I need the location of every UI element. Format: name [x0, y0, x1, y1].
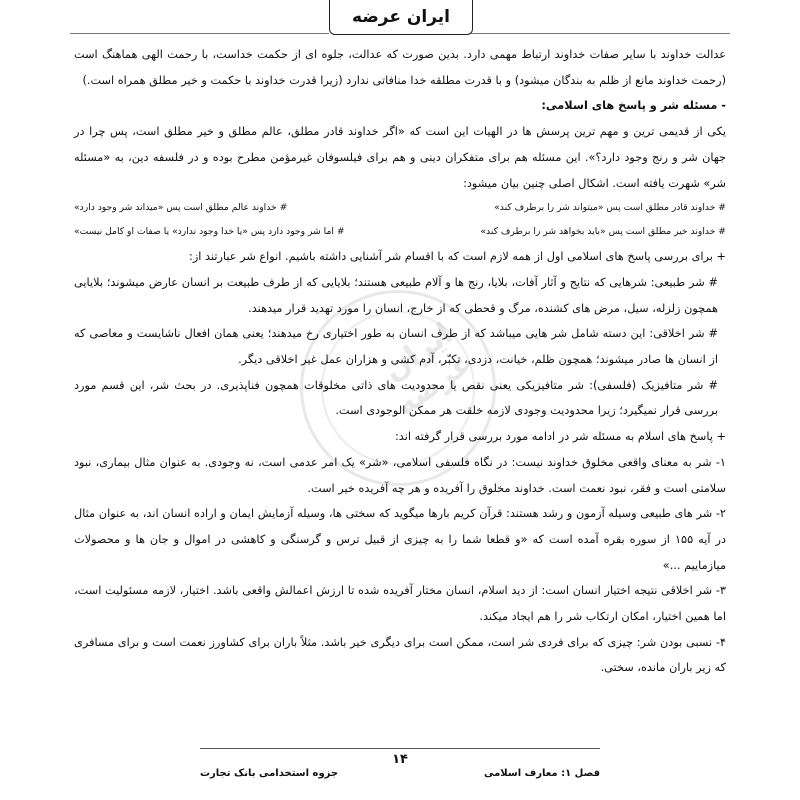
- footer-booklet-title: جزوه استخدامی بانک تجارت: [200, 768, 339, 779]
- premise: # اما شر وجود دارد پس «یا خدا وجود ندارد» یا صفات او کامل نیست»: [74, 226, 345, 238]
- premise: # خداوند قادر مطلق است پس «میتواند شر را برطرف کند»: [494, 202, 726, 214]
- paragraph: عدالت خداوند با سایر صفات خداوند ارتباط مهمی دارد. بدین صورت که عدالت، جلوه ای از حکمت خداست، با رحمت الهی هماهنگ است (رحمت خداوند مانع از ظلم به بندگان میشود) و با قدرت مطلقه خدا منافاتی ندارد (زیرا قدرت خداوند با حکمت و خیر مطلق همراه است.): [74, 48, 726, 87]
- page-content: [74, 42, 726, 681]
- logo-text: ایران عرضه: [352, 7, 450, 27]
- section-heading: - مسئله شر و پاسخ های اسلامی:: [541, 99, 726, 113]
- header-divider-left: [70, 33, 329, 34]
- paragraph: + پاسخ های اسلام به مسئله شر در ادامه مورد بررسی قرار گرفته اند:: [394, 430, 726, 444]
- logo: [329, 0, 473, 35]
- paragraph: ۴- نسبی بودن شر: چیزی که برای فردی شر است، ممکن است برای دیگری خیر باشد. مثلاً باران برای کشاورز نعمت است و برای مسافری که زیر باران مانده، سختی.: [74, 635, 726, 675]
- paragraph: ۱- شر به معنای واقعی مخلوق خداوند نیست: در نگاه فلسفی اسلامی، «شر» یک امر عدمی است، نه وجودی. به عنوان مثال بیماری، نبود سلامتی است و فقر، نبود نعمت است. خداوند مخلوق را آفریده و هر چه آفریده خیر است.: [74, 455, 726, 495]
- paragraph: یکی از قدیمی ترین و مهم ترین پرسش ها در الهیات این است که «اگر خداوند قادر مطلق، عالم مطلق و خیر مطلق است، پس چرا در جهان شر و رنج وجود دارد؟». این مسئله هم برای متفکران دینی و هم برای فیلسوفان غیرمؤمن مطرح بوده و در فلسفه دین، به «مسئله شر» شهرت یافته است. اشکال اصلی چنین بیان میشود:: [74, 125, 726, 190]
- paragraph: # شر متافیزیک (فلسفی): شر متافیزیکی یعنی نقص یا محدودیت های ذاتی مخلوقات همچون فناپذیری. در بحث شر، این قسم مورد بررسی قرار نمیگیرد؛ زیرا محدودیت وجودی لازمه خلقت هر ممکن الوجودی است.: [74, 378, 718, 418]
- premise: # خداوند عالم مطلق است پس «میداند شر وجود دارد»: [74, 202, 288, 214]
- footer-chapter-title: فصل ۱: معارف اسلامی: [483, 768, 600, 779]
- page-number: ۱۴: [392, 752, 408, 767]
- footer-divider: [200, 748, 600, 749]
- premise-row: [74, 196, 726, 220]
- paragraph: + برای بررسی پاسخ های اسلامی اول از همه لازم است که با اقسام شر آشنایی داشته باشیم. انواع شر عبارتند از:: [189, 250, 726, 264]
- paragraph: ۳- شر اخلاقی نتیجه اختیار انسان است: از دید اسلام، انسان مختار آفریده شده تا ارزش اعمالش واقعی باشد. اختیار، لازمه مسئولیت است، اما همین اختیار، امکان ارتکاب شر را هم ایجاد میکند.: [74, 584, 726, 624]
- premise-row: [74, 220, 726, 244]
- premise: # خداوند خیر مطلق است پس «باید بخواهد شر را برطرف کند»: [480, 226, 726, 238]
- watermark-text: ایران عرضه: [291, 281, 505, 495]
- paragraph: # شر طبیعی: شرهایی که نتایج و آثار آفات، بلایا، رنج ها و آلام طبیعی هستند؛ بلایایی که از طرف طبیعت بر انسان عارض میشوند؛ بلایایی همچون زلزله، سیل، مرض های کشنده، مرگ و قحطی که از خارج، انسان را مورد تهدید قرار میدهند.: [74, 275, 718, 315]
- paragraph: ۲- شر های طبیعی وسیله آزمون و رشد هستند: قرآن کریم بارها میگوید که سختی ها، وسیله آزمایش ایمان و اراده انسان اند، به عنوان مثال در آیه ۱۵۵ از سوره بقره آمده است که «و قطعا شما را به چیزی از قبیل ترس و گرسنگی و کاهشی در اموال و جان ها و محصولات میازماییم ...»: [74, 507, 726, 572]
- header-divider-right: [471, 33, 730, 34]
- paragraph: # شر اخلاقی: این دسته شامل شر هایی میباشد که از طرف انسان به طور اختیاری رخ میدهند؛ یعنی همان افعال ناشایست و معاصی که از انسان ها صادر میشوند؛ همچون ظلم، خیانت، دزدی، تکبّر، آدم کشی و هزاران عمل غیر اخلاقی دیگر.: [74, 327, 718, 367]
